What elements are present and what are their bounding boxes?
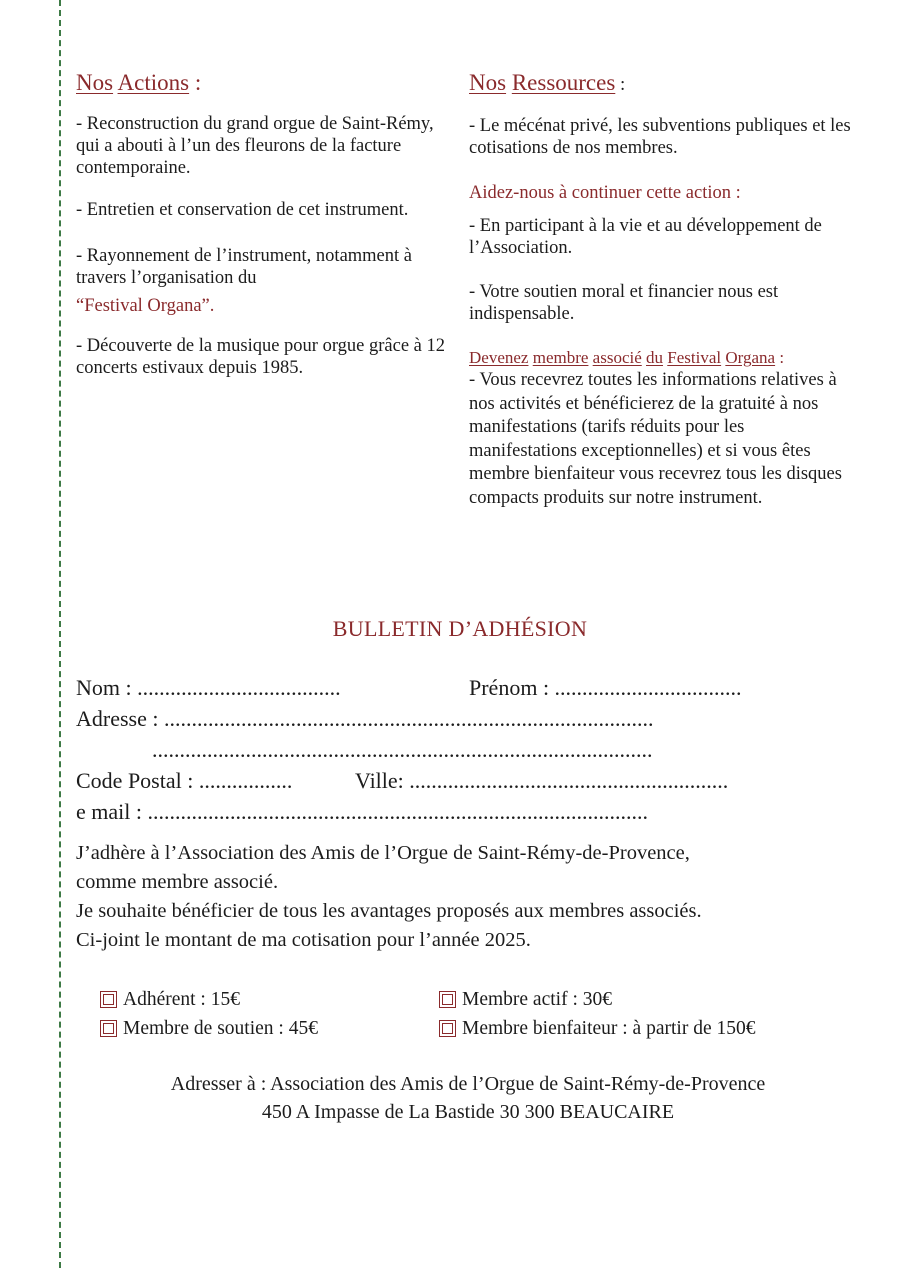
prenom-field[interactable]: Prénom : ..................................	[469, 675, 742, 700]
option-adherent[interactable]: Adhérent : 15€	[100, 985, 318, 1014]
action-item: - Rayonnement de l’instrument, notamment à travers l’organisation du	[76, 246, 412, 288]
checkbox[interactable]	[439, 991, 456, 1008]
action-item: - Reconstruction du grand orgue de Saint-Rémy, qui a abouti à l’un des fleurons de la facture contemporaine.	[76, 114, 434, 178]
options-left	[100, 985, 318, 1043]
festival-name: “Festival Organa”.	[76, 296, 215, 316]
option-soutien[interactable]: Membre de soutien : 45€	[100, 1014, 318, 1043]
actions-column	[76, 68, 446, 379]
options-right	[439, 985, 755, 1043]
email-field[interactable]: e mail : ...........................................................................................	[76, 799, 648, 824]
action-item: - Découverte de la musique pour orgue grâce à 12 concerts estivaux depuis 1985.	[76, 336, 445, 378]
member-text: - Vous recevrez toutes les informations relatives à nos activités et bénéficierez de la gratuité à nos manifestations (tarifs réduits pour les manifestations exceptionnelles) et si vous êtes membre bienfaiteur vous recevrez tous les disques compacts produits sur notre instrument.	[469, 370, 842, 508]
mailing-address: Adresser à : Association des Amis de l’Orgue de Saint-Rémy-de-Provence 450 A Impasse de La Bastide 30 300 BEAUCAIRE	[170, 1073, 766, 1123]
resources-column	[469, 68, 854, 510]
code-postal-field[interactable]: Code Postal : .................	[76, 768, 293, 793]
bulletin-title: BULLETIN D’ADHÉSION	[332, 616, 588, 641]
member-heading: Devenez membre associé du Festival Organa :	[469, 348, 785, 367]
adresse-field[interactable]: Adresse : .........................................................................................	[76, 706, 654, 731]
resources-heading: Nos Ressources :	[469, 70, 626, 95]
adresse-field-line2[interactable]: ...........................................................................................	[152, 737, 653, 762]
checkbox[interactable]	[439, 1020, 456, 1037]
nom-field[interactable]: Nom : .....................................	[76, 675, 341, 700]
declaration: J’adhère à l’Association des Amis de l’Orgue de Saint-Rémy-de-Provence, comme membre associé. Je souhaite bénéficier de tous les avantages proposés aux membres associés. Ci-joint le montant de ma cotisation pour l’année 2025.	[76, 842, 702, 951]
option-actif[interactable]: Membre actif : 30€	[439, 985, 755, 1014]
membership-form	[76, 672, 836, 827]
action-item: - Entretien et conservation de cet instrument.	[76, 200, 409, 220]
checkbox[interactable]	[100, 991, 117, 1008]
checkbox[interactable]	[100, 1020, 117, 1037]
option-bienfaiteur[interactable]: Membre bienfaiteur : à partir de 150€	[439, 1014, 755, 1043]
resources-text: - Le mécénat privé, les subventions publiques et les cotisations de nos membres.	[469, 116, 851, 158]
ville-field[interactable]: Ville: ..........................................................	[355, 768, 729, 793]
actions-heading: Nos Actions :	[76, 70, 202, 95]
help-heading: Aidez-nous à continuer cette action :	[469, 183, 741, 203]
help-item: - Votre soutien moral et financier nous est indispensable.	[469, 282, 779, 324]
help-item: - En participant à la vie et au développement de l’Association.	[469, 216, 822, 258]
